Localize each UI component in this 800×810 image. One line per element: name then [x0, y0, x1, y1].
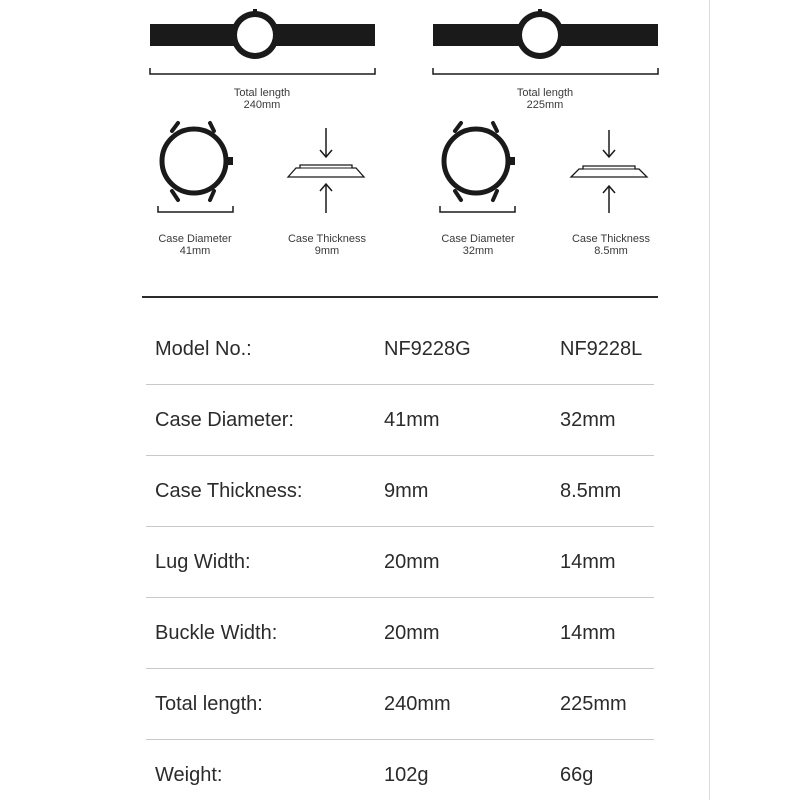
row-value-l: 14mm	[560, 622, 616, 644]
case-diameter-value: 41mm	[179, 245, 211, 257]
table-row-buckle-width	[146, 598, 654, 669]
total-length-value: 240mm	[243, 99, 281, 111]
case-diameter-value: 32mm	[462, 245, 494, 257]
case-diameter-icon-right	[444, 123, 515, 200]
size-diagrams	[0, 0, 800, 300]
row-value-g: 102g	[384, 764, 429, 786]
watch-strap-icon-right	[433, 9, 658, 59]
total-length-caption-right	[485, 87, 605, 111]
row-label: Total length:	[155, 693, 263, 715]
row-value-l: 32mm	[560, 409, 616, 431]
case-diameter-label: Case Diameter	[158, 233, 232, 245]
table-row-total-length	[146, 669, 654, 740]
total-length-bracket-right	[433, 68, 658, 74]
case-thickness-caption-left	[267, 233, 387, 257]
case-thickness-value: 8.5mm	[594, 245, 628, 257]
case-diameter-caption-left	[135, 233, 255, 257]
row-value-l: 225mm	[560, 693, 627, 715]
case-thickness-icon-left	[288, 128, 364, 213]
table-row-case-thickness	[146, 456, 654, 527]
case-thickness-caption-right	[551, 233, 671, 257]
case-diameter-icon-left	[162, 123, 233, 200]
row-label: Case Diameter:	[155, 409, 294, 431]
row-value-l: 66g	[560, 764, 594, 786]
total-length-label: Total length	[516, 87, 574, 99]
case-diameter-caption-right	[418, 233, 538, 257]
table-row-lug-width	[146, 527, 654, 598]
row-label: Buckle Width:	[155, 622, 278, 644]
watch-strap-icon-left	[150, 9, 375, 59]
row-label: Weight:	[155, 764, 223, 786]
case-diameter-label: Case Diameter	[441, 233, 515, 245]
row-label: Model No.:	[155, 338, 252, 360]
case-diameter-bracket-right	[440, 206, 515, 212]
row-label: Lug Width:	[155, 551, 251, 573]
section-divider	[142, 296, 658, 298]
case-diameter-bracket-left	[158, 206, 233, 212]
row-value-g: 41mm	[384, 409, 440, 431]
total-length-bracket-left	[150, 68, 375, 74]
total-length-caption-left	[202, 87, 322, 111]
row-value-g: 9mm	[384, 480, 429, 502]
total-length-value: 225mm	[526, 99, 564, 111]
case-thickness-value: 9mm	[314, 245, 340, 257]
row-value-g: 20mm	[384, 551, 440, 573]
row-value-g: 20mm	[384, 622, 440, 644]
case-thickness-icon-right	[571, 130, 647, 213]
spec-table	[146, 314, 654, 810]
table-row-case-diameter	[146, 385, 654, 456]
watch-illustrations	[0, 0, 800, 300]
case-thickness-label: Case Thickness	[571, 233, 651, 245]
row-value-g: 240mm	[384, 693, 451, 715]
case-thickness-label: Case Thickness	[287, 233, 367, 245]
total-length-label: Total length	[233, 87, 291, 99]
row-label: Case Thickness:	[155, 480, 303, 502]
table-row-model	[146, 314, 654, 385]
row-value-l: NF9228L	[560, 338, 643, 360]
row-value-l: 8.5mm	[560, 480, 622, 502]
row-value-g: NF9228G	[384, 338, 471, 360]
row-value-l: 14mm	[560, 551, 616, 573]
